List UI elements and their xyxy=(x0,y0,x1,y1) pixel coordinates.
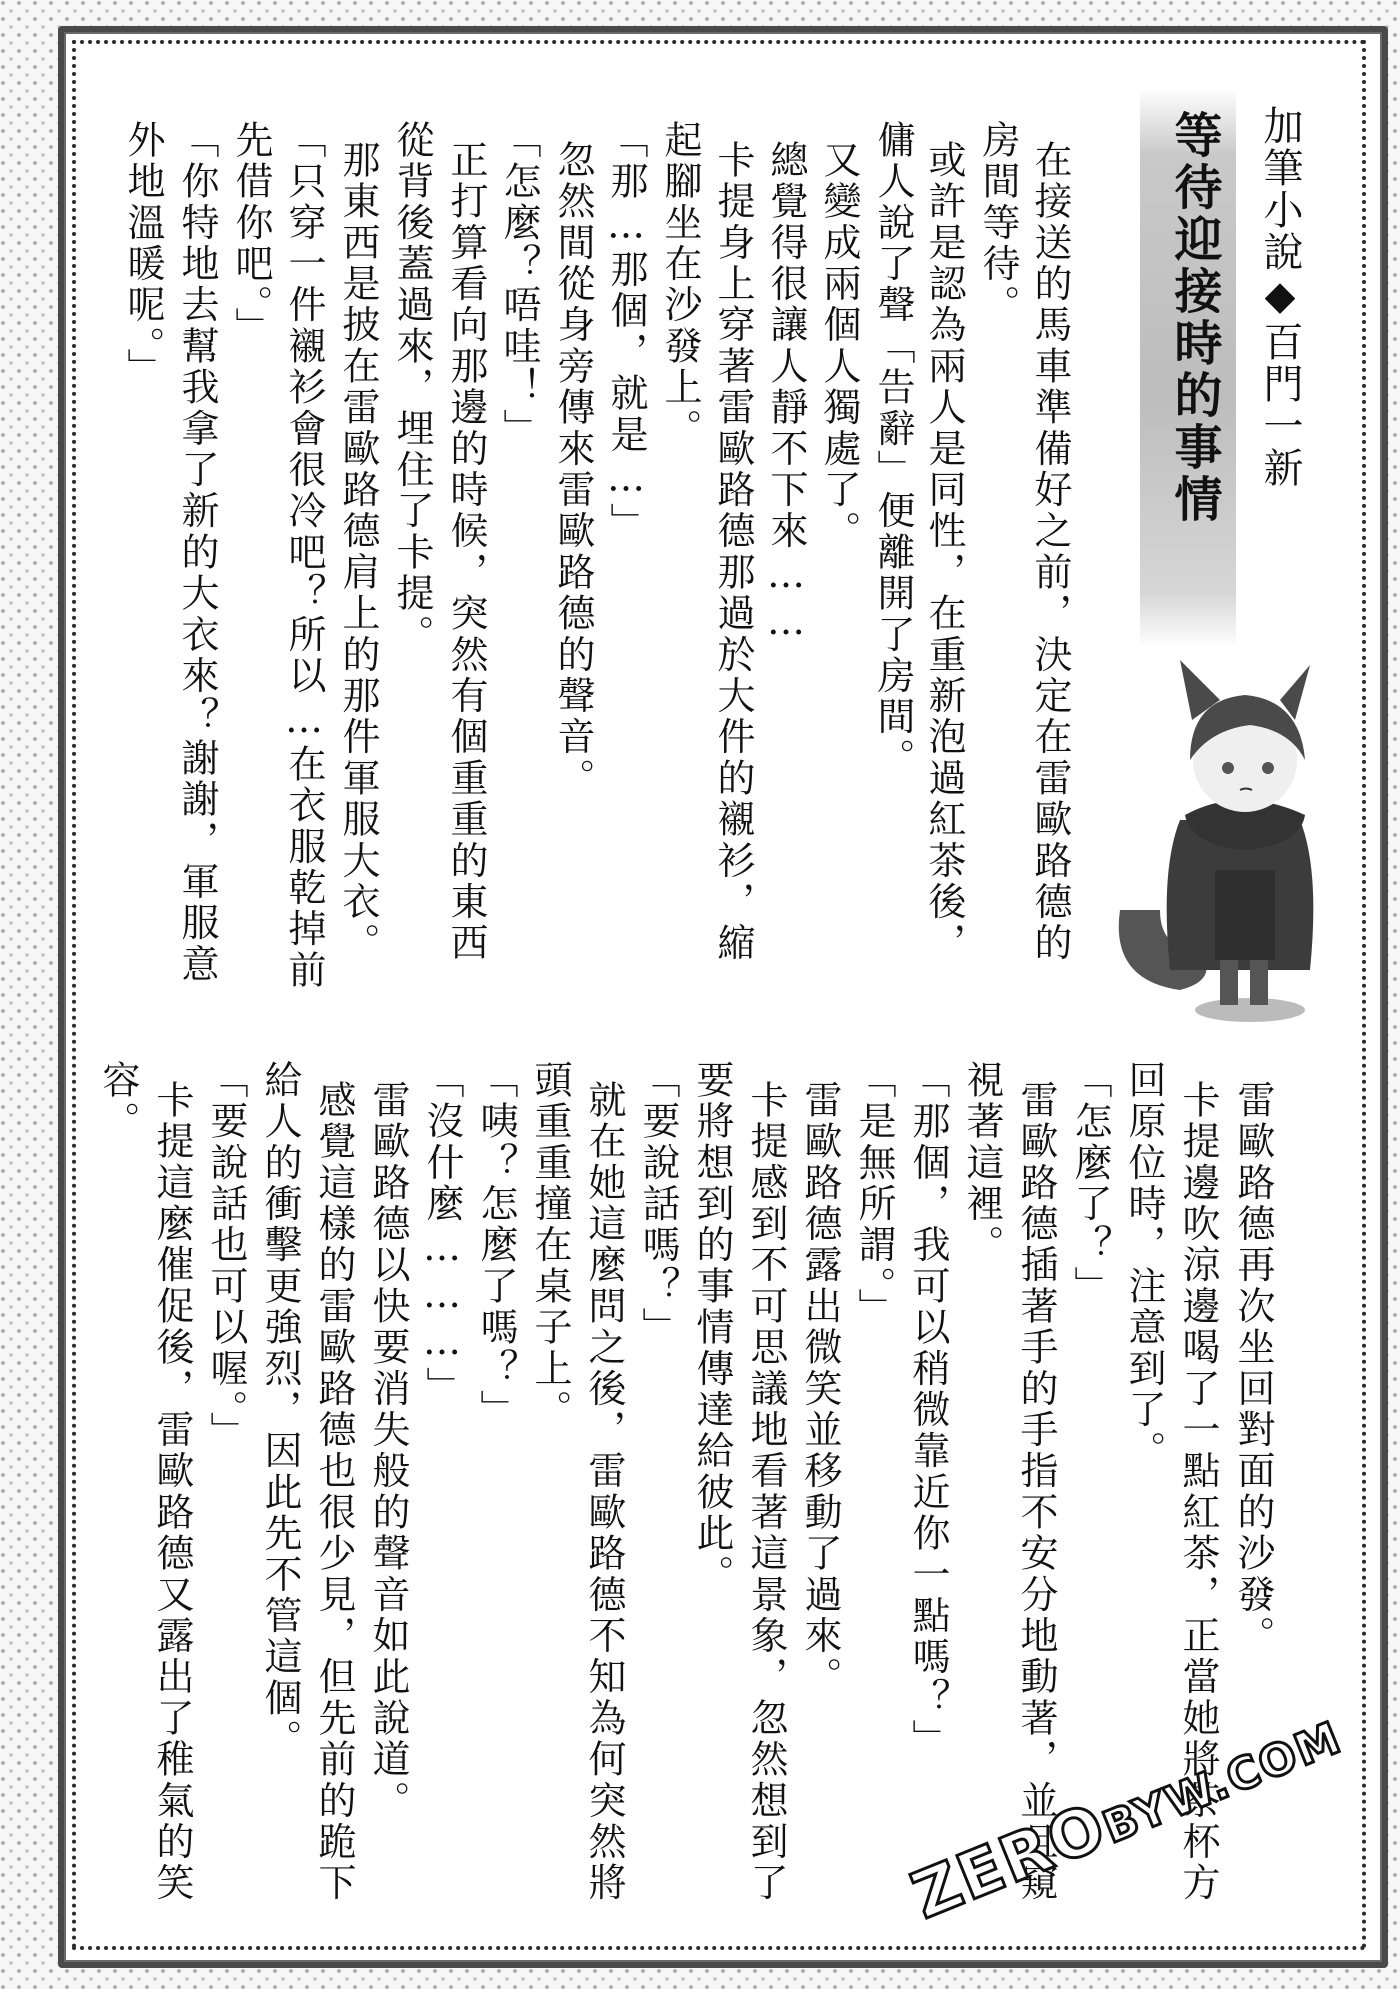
text-column: 雷歐路德再次坐回對面的沙發。 xyxy=(1231,1080,1275,1657)
text-column: 容。 xyxy=(96,1060,140,1143)
text-column: 「要說話嗎？」 xyxy=(636,1060,680,1349)
text-column: 外地溫暖呢。」 xyxy=(121,120,165,390)
text-column: 雷歐路德插著手的手指不安分地動著，並且窺 xyxy=(1014,1080,1058,1904)
text-column: 「沒什麼………」 xyxy=(420,1060,464,1408)
text-column: 傭人說了聲「告辭」便離開了房間。 xyxy=(871,120,915,780)
text-column: 「怎麼？唔哇！」 xyxy=(497,120,541,450)
text-column: 從背後蓋過來，埋住了卡提。 xyxy=(390,120,434,656)
text-column: 總覺得很讓人靜不下來…… xyxy=(764,140,808,647)
text-column: 卡提這麼催促後，雷歐路德又露出了稚氣的笑 xyxy=(150,1080,194,1904)
watermark-small: BYW.COM xyxy=(1096,1712,1350,1854)
text-column: 就在她這麼問之後，雷歐路德不知為何突然將 xyxy=(582,1080,626,1904)
text-column: 起腳坐在沙發上。 xyxy=(658,120,702,450)
text-column: 房間等待。 xyxy=(976,120,1020,326)
diamond-icon: ◆ xyxy=(1257,273,1303,321)
text-column: 回原位時，注意到了。 xyxy=(1122,1060,1166,1472)
text-column: 那東西是披在雷歐路德肩上的那件軍服大衣。 xyxy=(336,140,380,964)
text-column: 正打算看向那邊的時候，突然有個重重的東西 xyxy=(444,140,488,964)
text-column: 或許是認為兩人是同性，在重新泡過紅茶後， xyxy=(922,140,966,964)
text-column: 「怎麼了？」 xyxy=(1068,1060,1112,1308)
text-column: 頭重重撞在桌子上。 xyxy=(528,1060,572,1431)
text-column: 雷歐路德以快要消失般的聲音如此說道。 xyxy=(366,1080,410,1822)
text-column: 給人的衝擊更強烈，因此先不管這個。 xyxy=(258,1060,302,1761)
text-column: 「只穿一件襯衫會很冷吧？所以…在衣服乾掉前 xyxy=(282,120,326,992)
author-line xyxy=(1252,105,1309,489)
watermark-big: ZERO xyxy=(902,1789,1118,1934)
text-column: 視著這裡。 xyxy=(960,1060,1004,1266)
mascot-illustration xyxy=(1100,650,1340,1030)
text-column: 卡提身上穿著雷歐路德那過於大件的襯衫，縮 xyxy=(711,140,755,964)
text-column: 「你特地去幫我拿了新的大衣來？謝謝，軍服意 xyxy=(175,120,219,986)
text-column: 忽然間從身旁傳來雷歐路德的聲音。 xyxy=(551,140,595,800)
story-title: 等待迎接時的事情 xyxy=(1166,110,1222,526)
text-column: 「那個，我可以稍微靠近你一點嗎？」 xyxy=(906,1060,950,1761)
text-column: 「要說話也可以喔。」 xyxy=(204,1060,248,1453)
text-column: 在接送的馬車準備好之前，決定在雷歐路德的 xyxy=(1028,140,1072,964)
author-name: 百門一新 xyxy=(1257,321,1303,489)
text-column: 「是無所謂。」 xyxy=(852,1060,896,1330)
author-label: 加筆小說 xyxy=(1257,105,1303,273)
text-column: 雷歐路德露出微笑並移動了過來。 xyxy=(798,1080,842,1698)
text-column: 卡提感到不可思議地看著這景象，忽然想到了 xyxy=(744,1080,788,1904)
text-column: 「那…那個，就是…」 xyxy=(604,120,648,544)
text-column: 又變成兩個人獨處了。 xyxy=(817,140,861,552)
text-column: 先借你吧。」 xyxy=(229,120,273,349)
text-column: 「咦？怎麼了嗎？」 xyxy=(474,1060,518,1431)
text-column: 感覺這樣的雷歐路德也很少見，但先前的跪下 xyxy=(312,1080,356,1904)
text-column: 要將想到的事情傳達給彼此。 xyxy=(690,1060,734,1596)
text-column: 卡提邊吹涼邊喝了一點紅茶，正當她將茶杯方 xyxy=(1176,1080,1220,1904)
